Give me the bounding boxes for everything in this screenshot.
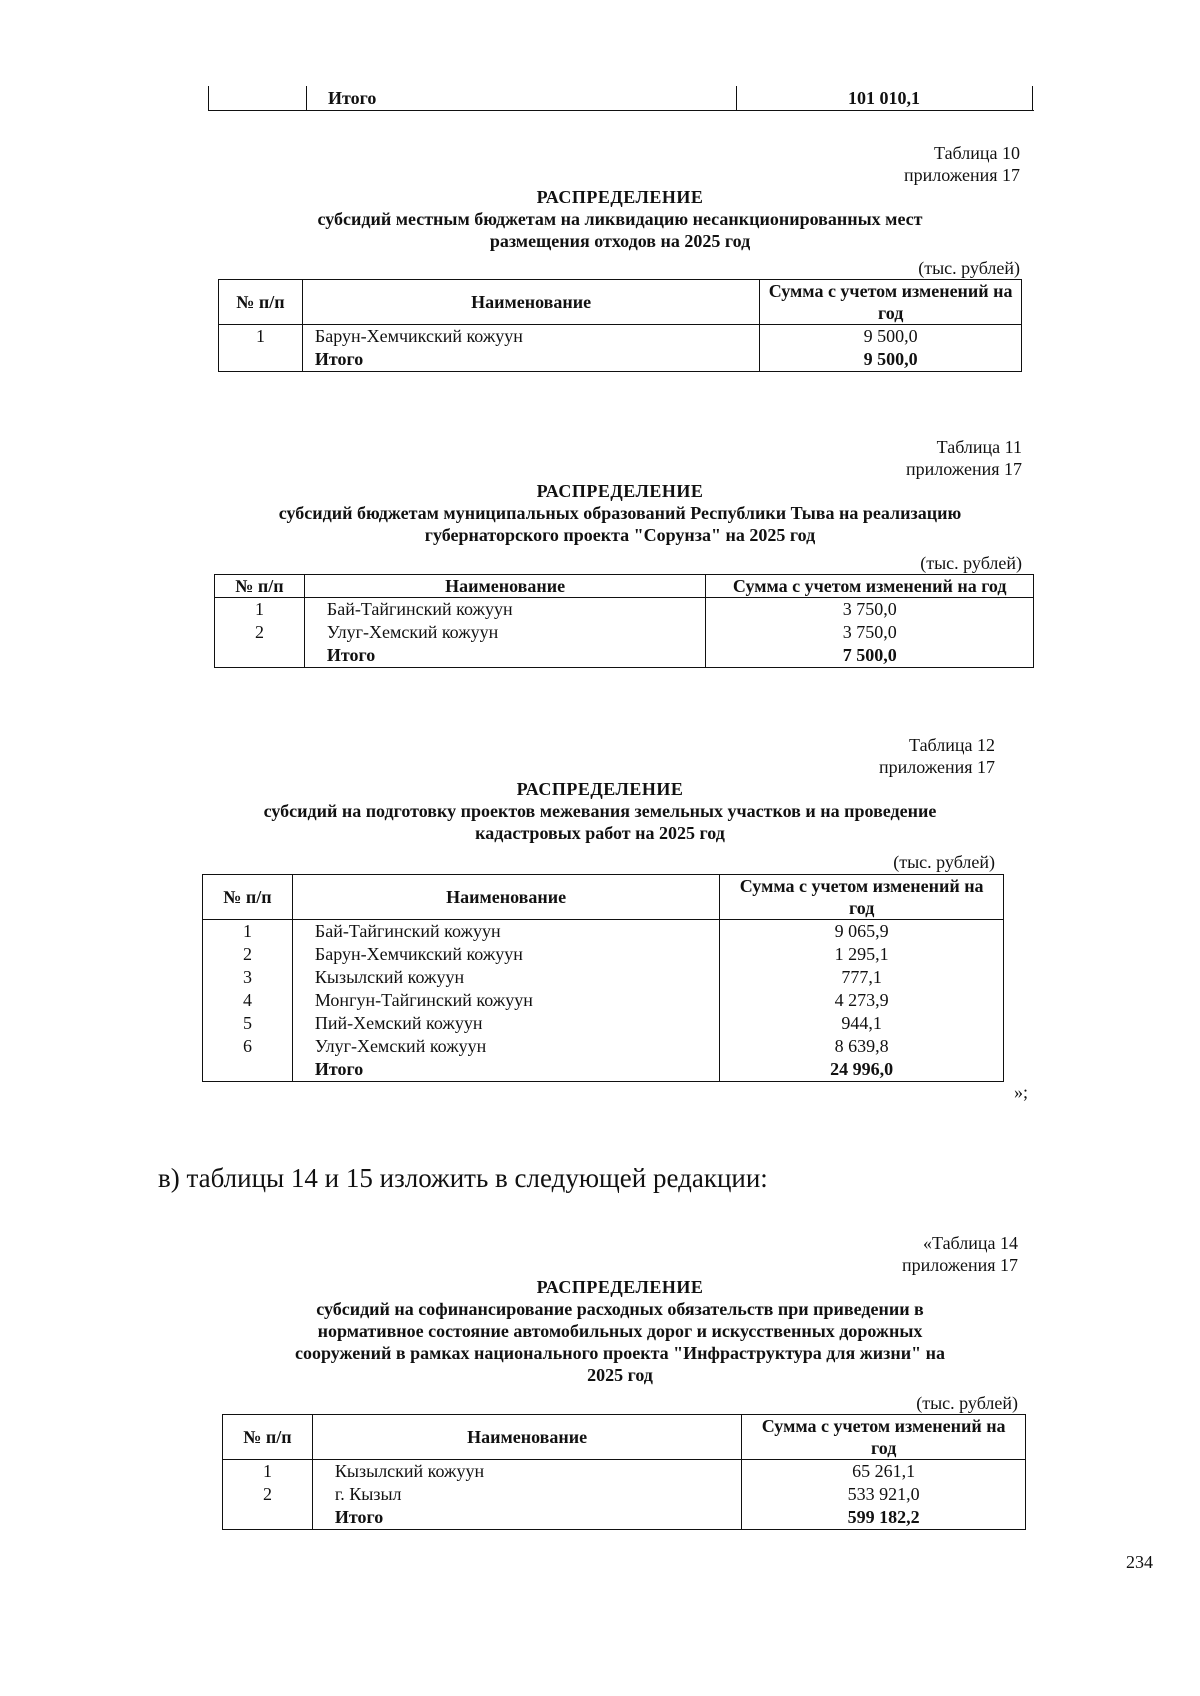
col-header-sum: Сумма с учетом изменений на год (760, 280, 1022, 325)
table-14-title (200, 1276, 1040, 1386)
row-number: 6 (203, 1035, 293, 1058)
appendix-ref: приложения 17 (901, 1255, 1018, 1275)
row-number: 5 (203, 1012, 293, 1035)
table-row (223, 1483, 1026, 1506)
heading: РАСПРЕДЕЛЕНИЕ (536, 481, 704, 501)
total-row (215, 644, 1034, 668)
table-number: «Таблица 14 (923, 1233, 1018, 1253)
table-row (203, 1012, 1004, 1035)
col-header-sum: Сумма с учетом изменений на год (720, 875, 1004, 920)
col-header-number: № п/п (219, 280, 303, 325)
row-sum: 4 273,9 (720, 989, 1004, 1012)
empty-cell (223, 1506, 313, 1530)
col-header-name: Наименование (312, 1415, 741, 1460)
row-name: Бай-Тайгинский кожуун (292, 920, 719, 944)
table-10-reference (700, 142, 1020, 186)
total-label: Итого (302, 348, 759, 372)
table-14-reference (700, 1232, 1018, 1276)
row-sum: 3 750,0 (706, 621, 1034, 644)
previous-total-label: Итого (328, 88, 377, 108)
amendment-paragraph: в) таблицы 14 и 15 изложить в следующей редакции: (158, 1163, 768, 1193)
table-11-title (200, 480, 1040, 546)
table-row (203, 920, 1004, 944)
col-header-number: № п/п (223, 1415, 313, 1460)
heading: РАСПРЕДЕЛЕНИЕ (516, 779, 684, 799)
table-11-unit: (тыс. рублей) (920, 553, 1022, 573)
row-name: Улуг-Хемский кожуун (292, 1035, 719, 1058)
total-sum: 7 500,0 (706, 644, 1034, 668)
table-12-unit: (тыс. рублей) (893, 852, 995, 872)
row-sum: 1 295,1 (720, 943, 1004, 966)
empty-cell (203, 1058, 293, 1082)
row-sum: 9 065,9 (720, 920, 1004, 944)
row-sum: 777,1 (720, 966, 1004, 989)
row-border (736, 86, 737, 110)
row-name: Пий-Хемский кожуун (292, 1012, 719, 1035)
row-name: Барун-Хемчикский кожуун (292, 943, 719, 966)
row-number: 1 (203, 920, 293, 944)
table-12 (202, 874, 1004, 1082)
row-name: г. Кызыл (312, 1483, 741, 1506)
table-10 (218, 279, 1022, 372)
subtitle-line: 2025 год (587, 1365, 653, 1385)
total-label: Итого (304, 644, 706, 668)
total-row (203, 1058, 1004, 1082)
appendix-ref: приложения 17 (903, 165, 1020, 185)
col-header-name: Наименование (304, 575, 706, 598)
row-name: Барун-Хемчикский кожуун (302, 325, 759, 349)
subtitle-line: нормативное состояние автомобильных дорог и искусственных дорожных (317, 1321, 923, 1341)
row-border (208, 86, 209, 110)
table-12-reference (680, 734, 995, 778)
subtitle-line: размещения отходов на 2025 год (489, 231, 751, 251)
total-sum: 9 500,0 (760, 348, 1022, 372)
closing-quote: »; (1014, 1082, 1029, 1102)
previous-total-value: 101 010,1 (848, 88, 920, 108)
row-number: 2 (223, 1483, 313, 1506)
table-number: Таблица 11 (936, 437, 1022, 457)
row-number: 1 (215, 598, 305, 622)
subtitle-line: губернаторского проекта "Сорунза" на 2025 год (424, 525, 816, 545)
table-row (203, 966, 1004, 989)
appendix-ref: приложения 17 (878, 757, 995, 777)
subtitle-line: субсидий на подготовку проектов межевания земельных участков и на проведение (263, 801, 937, 821)
table-14-unit: (тыс. рублей) (916, 1393, 1018, 1413)
table-number: Таблица 10 (934, 143, 1020, 163)
row-border (306, 86, 307, 110)
col-header-sum: Сумма с учетом изменений на год (706, 575, 1034, 598)
table-11-reference (700, 436, 1022, 480)
subtitle-line: субсидий бюджетам муниципальных образований Республики Тыва на реализацию (278, 503, 962, 523)
table-row (215, 598, 1034, 622)
total-sum: 599 182,2 (742, 1506, 1026, 1530)
row-sum: 3 750,0 (706, 598, 1034, 622)
row-sum: 944,1 (720, 1012, 1004, 1035)
appendix-ref: приложения 17 (905, 459, 1022, 479)
row-name: Бай-Тайгинский кожуун (304, 598, 706, 622)
subtitle-line: субсидий местным бюджетам на ликвидацию несанкционированных мест (317, 209, 923, 229)
col-header-number: № п/п (203, 875, 293, 920)
empty-cell (219, 348, 303, 372)
col-header-name: Наименование (302, 280, 759, 325)
row-number: 1 (223, 1460, 313, 1484)
row-number: 4 (203, 989, 293, 1012)
total-label: Итого (312, 1506, 741, 1530)
previous-table-total-row (208, 86, 1034, 111)
row-name: Монгун-Тайгинский кожуун (292, 989, 719, 1012)
subtitle-line: сооружений в рамках национального проекта "Инфраструктура для жизни" на (294, 1343, 946, 1363)
empty-cell (215, 644, 305, 668)
row-sum: 8 639,8 (720, 1035, 1004, 1058)
row-sum: 9 500,0 (760, 325, 1022, 349)
table-10-unit: (тыс. рублей) (918, 258, 1020, 278)
row-border (1032, 86, 1033, 110)
table-12-title (180, 778, 1020, 844)
row-number: 1 (219, 325, 303, 349)
table-row (223, 1460, 1026, 1484)
col-header-number: № п/п (215, 575, 305, 598)
row-name: Кызылский кожуун (312, 1460, 741, 1484)
total-row (219, 348, 1022, 372)
subtitle-line: кадастровых работ на 2025 год (475, 823, 725, 843)
row-name: Кызылский кожуун (292, 966, 719, 989)
table-row (203, 989, 1004, 1012)
total-row (223, 1506, 1026, 1530)
table-row (203, 943, 1004, 966)
table-row (219, 325, 1022, 349)
col-header-sum: Сумма с учетом изменений на год (742, 1415, 1026, 1460)
table-number: Таблица 12 (909, 735, 995, 755)
row-number: 2 (203, 943, 293, 966)
row-sum: 533 921,0 (742, 1483, 1026, 1506)
total-sum: 24 996,0 (720, 1058, 1004, 1082)
page-number: 234 (1126, 1552, 1153, 1572)
heading: РАСПРЕДЕЛЕНИЕ (536, 187, 704, 207)
subtitle-line: субсидий на софинансирование расходных обязательств при приведении в (316, 1299, 924, 1319)
table-row (203, 1035, 1004, 1058)
row-sum: 65 261,1 (742, 1460, 1026, 1484)
table-row (215, 621, 1034, 644)
col-header-name: Наименование (292, 875, 719, 920)
table-10-title (200, 186, 1040, 252)
row-number: 3 (203, 966, 293, 989)
heading: РАСПРЕДЕЛЕНИЕ (536, 1277, 704, 1297)
table-14 (222, 1414, 1026, 1530)
table-11 (214, 574, 1034, 668)
row-name: Улуг-Хемский кожуун (304, 621, 706, 644)
row-number: 2 (215, 621, 305, 644)
total-label: Итого (292, 1058, 719, 1082)
